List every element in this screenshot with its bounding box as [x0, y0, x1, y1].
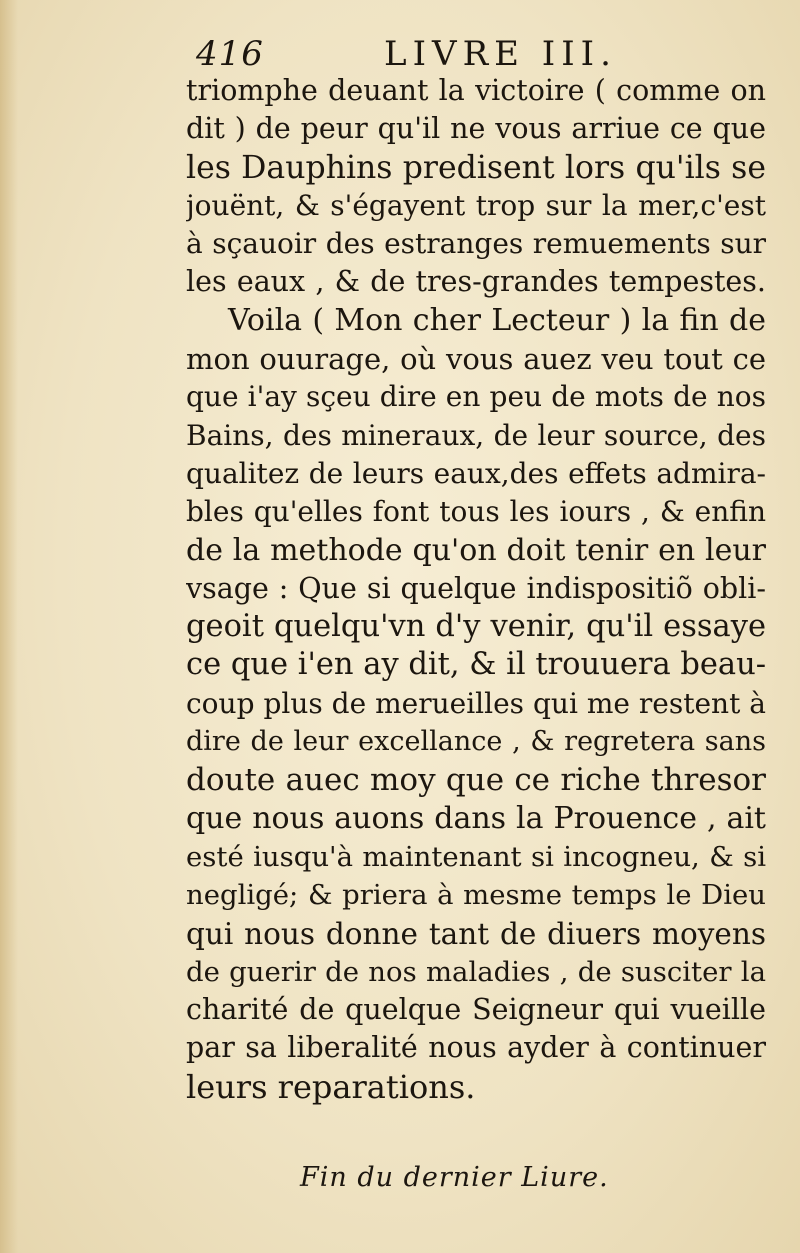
text-line: qualitez de leurs eaux,des effets admira-	[186, 456, 766, 490]
text-line: leurs reparations.	[186, 1067, 476, 1106]
text-line: Voila ( Mon cher Lecteur ) la fin de	[228, 302, 766, 338]
page-gutter-shadow	[0, 0, 18, 1253]
text-line: dire de leur excellance , & regretera sans	[186, 726, 766, 758]
page-header	[196, 28, 756, 78]
text-line: par sa liberalité nous ayder à continuer	[186, 1031, 766, 1065]
page-number: 416	[196, 34, 264, 74]
text-line: que i'ay sçeu dire en peu de mots de nos	[186, 380, 766, 414]
text-line: les Dauphins predisent lors qu'ils se	[186, 149, 766, 186]
text-line: les eaux , & de tres-grandes tempestes.	[186, 265, 766, 299]
text-line: jouënt, & s'égayent trop sur la mer,c'est	[186, 188, 766, 222]
text-line: à sçauoir des estranges remuements sur	[186, 227, 766, 261]
text-line: mon ouurage, où vous auez veu tout ce	[186, 342, 766, 377]
text-line: triomphe deuant la victoire ( comme on	[186, 74, 766, 107]
text-line: doute auec moy que ce riche thresor	[186, 762, 766, 799]
text-line: dit ) de peur qu'il ne vous arriue ce que	[186, 112, 766, 146]
text-line: qui nous donne tant de diuers moyens	[186, 916, 766, 951]
running-head: LIVRE III.	[384, 34, 617, 74]
text-line: geoit quelqu'vn d'y venir, qu'il essaye	[186, 609, 766, 645]
text-line: que nous auons dans la Prouence , ait	[186, 800, 766, 836]
text-line: esté iusqu'à maintenant si incogneu, & si	[186, 840, 766, 873]
text-line: ce que i'en ay dit, & il trouuera beau-	[186, 647, 766, 683]
text-line: de guerir de nos maladies , de susciter la	[186, 955, 766, 988]
text-line: charité de quelque Seigneur qui vueille	[186, 993, 766, 1027]
colophon: Fin du dernier Liure.	[300, 1162, 609, 1193]
text-line: de la methode qu'on doit tenir en leur	[186, 532, 766, 568]
text-line: negligé; & priera à mesme temps le Dieu	[186, 879, 766, 912]
text-line: vsage : Que si quelque indispositiõ obli-	[186, 571, 766, 605]
text-line: coup plus de merueilles qui me restent à	[186, 686, 766, 720]
text-line: bles qu'elles font tous les iours , & enfin	[186, 495, 766, 529]
body-text	[186, 72, 766, 1106]
text-line: Bains, des mineraux, de leur source, des	[186, 418, 766, 452]
